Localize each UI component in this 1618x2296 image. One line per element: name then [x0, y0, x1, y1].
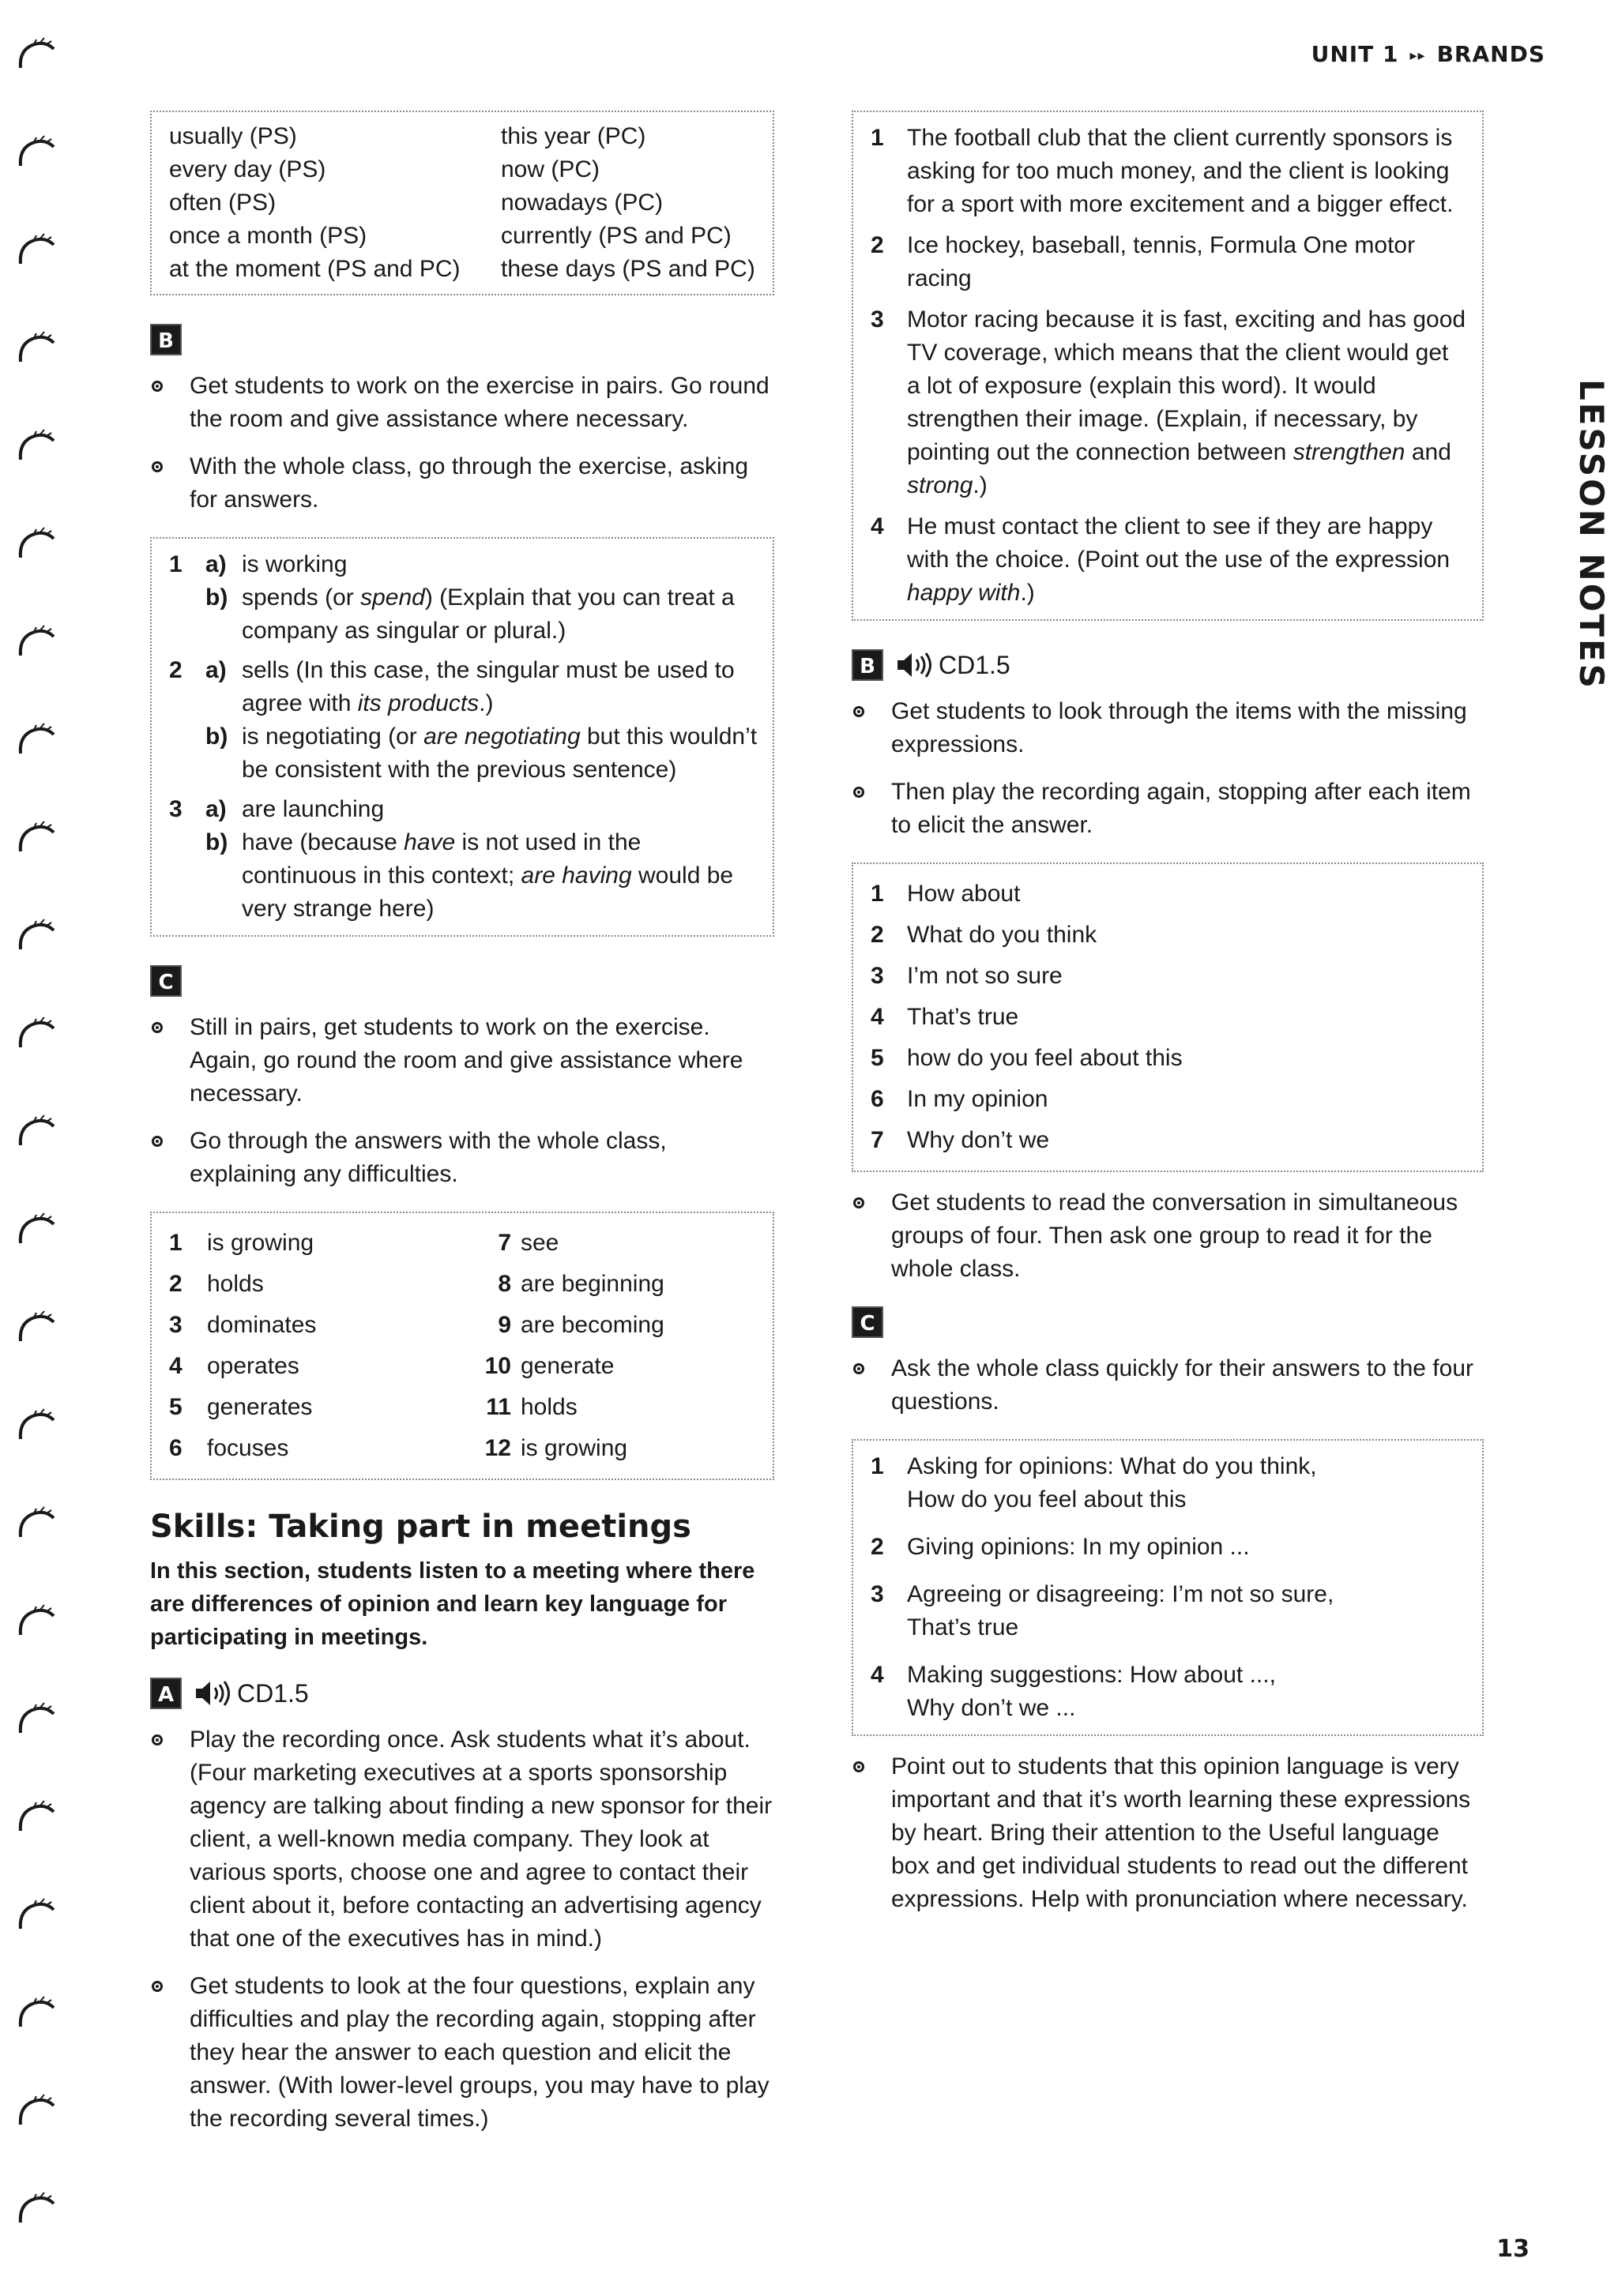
answer-text: What do you think: [907, 922, 1097, 948]
skills-a-answers: [852, 111, 1484, 621]
answer-text: is working: [242, 551, 348, 577]
skills-a-heading: [150, 1678, 774, 1709]
section-b-heading: [150, 324, 774, 355]
answer-text: focuses: [207, 1435, 289, 1461]
answer-number: 12: [484, 1435, 511, 1461]
answer-letter: b): [205, 584, 228, 611]
skills-intro: In this section, students listen to a meeting where there are differences of opinion and learn key language for participating in meetings.: [150, 1558, 755, 1650]
binding-ring: [14, 619, 62, 667]
skills-b-after-bullets: [852, 1186, 1484, 1286]
time-expression: nowadays (PC): [501, 190, 664, 216]
answer-item: [169, 1428, 464, 1469]
answer-text: how do you feel about this: [907, 1045, 1183, 1071]
answers-col-right: [464, 1223, 758, 1469]
answer-text: have (because have is not used in the continuous in this context; are having would be very strange here): [242, 829, 734, 922]
answer-item: [871, 1120, 1468, 1161]
answer-number: 1: [871, 881, 884, 907]
time-expression: once a month (PS): [169, 223, 367, 249]
answer-item: [871, 1531, 1468, 1564]
answer-number: 4: [169, 1353, 182, 1379]
answer-number: 3: [871, 306, 884, 333]
answer-text: Making suggestions: How about ..., Why don’t we ...: [907, 1662, 1276, 1721]
answer-item: [871, 874, 1468, 915]
bullet-item: Go through the answers with the whole class, explaining any difficulties.: [150, 1125, 774, 1191]
binding-ring: [14, 815, 62, 862]
answer-text: is negotiating (or are negotiating but this wouldn’t be consistent with the previous sentence): [242, 723, 758, 783]
bullet-item: Get students to read the conversation in simultaneous groups of four. Then ask one group to read it for the whole class.: [852, 1186, 1484, 1286]
answer-item: [169, 1264, 464, 1305]
answer-text: generates: [207, 1394, 313, 1420]
answer-item: [871, 956, 1468, 997]
answer-text: are beginning: [521, 1271, 664, 1297]
answer-text: Giving opinions: In my opinion ...: [907, 1534, 1250, 1560]
answer-letter: b): [205, 723, 228, 750]
answer-text: are launching: [242, 796, 385, 822]
answer-item: [169, 1346, 464, 1387]
binding-ring: [14, 130, 62, 177]
binding-ring: [14, 717, 62, 765]
answer-number: 2: [871, 1534, 884, 1560]
side-label-lesson-notes: LESSON NOTES: [1572, 379, 1611, 690]
binding-ring: [14, 1011, 62, 1058]
time-col-1: [169, 120, 501, 286]
section-c-heading: [150, 965, 774, 997]
section-b-icon: B: [852, 649, 883, 681]
binding-ring: [14, 1794, 62, 1842]
answer-number: 3: [169, 796, 182, 822]
answer-text: How about: [907, 881, 1021, 907]
binding-ring: [14, 227, 62, 275]
answer-number: 1: [169, 551, 182, 577]
answer-item: [169, 1305, 464, 1346]
section-b-icon: B: [150, 324, 182, 355]
answer-text: I’m not so sure: [907, 963, 1063, 989]
audio-speaker-icon: [193, 1678, 234, 1709]
skills-c-answers: [852, 1439, 1484, 1736]
answer-number: 2: [871, 232, 884, 258]
answer-number: 5: [169, 1394, 182, 1420]
binding-ring: [14, 1892, 62, 1940]
skills-a-bullets: [150, 1723, 774, 2136]
binding-ring: [14, 1599, 62, 1646]
answer-text: is growing: [207, 1230, 314, 1256]
binding-ring: [14, 423, 62, 471]
answer-letter: a): [205, 657, 227, 683]
answer-item: [464, 1305, 758, 1346]
answer-text: spends (or spend) (Explain that you can treat a company as singular or plural.): [242, 584, 735, 644]
answer-item: [464, 1346, 758, 1387]
answer-text: sells (In this case, the singular must be used to agree with its products.): [242, 657, 735, 716]
answer-item: [169, 548, 758, 648]
answer-item: [169, 793, 758, 926]
binding-ring: [14, 1697, 62, 1744]
answer-text: see: [521, 1230, 559, 1256]
answer-number: 6: [871, 1086, 884, 1112]
audio-speaker-icon: [894, 649, 935, 681]
answer-text: holds: [521, 1394, 578, 1420]
binding-ring: [14, 2186, 62, 2234]
binding-ring: [14, 1207, 62, 1254]
answer-item: [871, 1659, 1468, 1725]
answer-item: [464, 1223, 758, 1264]
answer-number: 8: [498, 1271, 511, 1297]
answer-text: That’s true: [907, 1004, 1019, 1030]
section-c-icon: C: [150, 965, 182, 997]
skills-c-after-bullets: [852, 1750, 1484, 1916]
answer-number: 6: [169, 1435, 182, 1461]
bullet-item: Get students to look through the items with the missing expressions.: [852, 695, 1484, 761]
answer-letter: b): [205, 829, 228, 855]
answer-text: Asking for opinions: What do you think, How do you feel about this: [907, 1453, 1317, 1513]
bullet-item: With the whole class, go through the exercise, asking for answers.: [150, 450, 774, 517]
unit-title: BRANDS: [1436, 41, 1545, 67]
page-number: 13: [1496, 2235, 1530, 2263]
answer-number: 3: [871, 1581, 884, 1607]
time-expression: every day (PS): [169, 156, 326, 182]
section-b-answers: [150, 537, 774, 937]
skills-c-bullets: [852, 1352, 1484, 1419]
answer-item: [169, 1387, 464, 1428]
binding-ring: [14, 32, 62, 79]
answer-item: [871, 1038, 1468, 1079]
binding-ring: [14, 1109, 62, 1156]
section-c-icon: C: [852, 1306, 883, 1338]
skills-b-heading: [852, 649, 1484, 681]
skills-c-heading: [852, 1306, 1484, 1338]
section-b-bullets: [150, 370, 774, 517]
answer-item: [871, 1079, 1468, 1120]
skills-heading: Skills: Taking part in meetings: [150, 1509, 691, 1545]
binding-ring: [14, 1501, 62, 1548]
time-expression: now (PC): [501, 156, 600, 182]
time-expression: currently (PS and PC): [501, 223, 732, 249]
binding-ring: [14, 1305, 62, 1352]
cd-track-label: CD1.5: [237, 1678, 309, 1708]
answer-item: [871, 997, 1468, 1038]
answer-item: [464, 1387, 758, 1428]
section-c-answers: [150, 1212, 774, 1480]
binding-ring: [14, 521, 62, 569]
answer-text: Agreeing or disagreeing: I’m not so sure, That’s true: [907, 1581, 1334, 1640]
answer-number: 2: [871, 922, 884, 948]
binding-ring: [14, 1990, 62, 2038]
answer-letter: a): [205, 796, 227, 822]
answer-item: [871, 122, 1468, 221]
answer-number: 3: [871, 963, 884, 989]
bullet-item: Get students to work on the exercise in pairs. Go round the room and give assistance where necessary.: [150, 370, 774, 436]
answer-item: [871, 1578, 1468, 1644]
answer-text: Motor racing because it is fast, exciting and has good TV coverage, which means that the client would get a lot of exposure (explain this word). It would strengthen their image. (Explain, if necessary, by pointing out the connection between strengthen and strong.): [907, 306, 1466, 498]
answer-item: [871, 510, 1468, 610]
answer-item: [169, 654, 758, 787]
answer-text: dominates: [207, 1312, 317, 1338]
time-expression: at the moment (PS and PC): [169, 256, 461, 282]
binding-ring: [14, 2088, 62, 2136]
answer-number: 7: [871, 1127, 884, 1153]
answer-number: 9: [498, 1312, 511, 1338]
answer-number: 2: [169, 657, 182, 683]
answers-col-left: [169, 1223, 464, 1469]
answer-item: [871, 303, 1468, 502]
answer-letter: a): [205, 551, 227, 577]
time-expression: usually (PS): [169, 123, 297, 149]
answer-number: 5: [871, 1045, 884, 1071]
answer-number: 4: [871, 1662, 884, 1688]
bullet-item: Ask the whole class quickly for their answers to the four questions.: [852, 1352, 1484, 1419]
answer-text: Why don’t we: [907, 1127, 1050, 1153]
bullet-item: Get students to look at the four questions, explain any difficulties and play the recording again, stopping after they hear the answer to each question and elicit the answer. (With lower-level groups, you may have to play the recording several times.): [150, 1970, 774, 2136]
bullet-item: Point out to students that this opinion language is very important and that it’s worth learning these expressions by heart. Bring their attention to the Useful language box and get individual students to read out the different expressions. Help with pronunciation where necessary.: [852, 1750, 1484, 1916]
answer-number: 7: [498, 1230, 511, 1256]
section-c-bullets: [150, 1011, 774, 1191]
answer-item: [871, 229, 1468, 295]
answer-text: He must contact the client to see if they are happy with the choice. (Point out the use of the expression happy with.): [907, 513, 1451, 606]
answer-text: are becoming: [521, 1312, 664, 1338]
answer-number: 1: [871, 1453, 884, 1479]
answer-text: holds: [207, 1271, 264, 1297]
binding-ring: [14, 913, 62, 960]
left-column: [150, 111, 774, 2156]
skills-b-answers: [852, 862, 1484, 1172]
time-expression: these days (PS and PC): [501, 256, 755, 282]
binding-ring: [14, 1403, 62, 1450]
answer-number: 1: [169, 1230, 182, 1256]
answer-number: 11: [486, 1394, 511, 1420]
answer-number: 1: [871, 125, 884, 151]
answer-text: In my opinion: [907, 1086, 1048, 1112]
time-expressions-box: [150, 111, 774, 295]
spiral-binding: [14, 32, 62, 2290]
bullet-item: Play the recording once. Ask students what it’s about. (Four marketing executives at a sports sponsorship agency are talking about finding a new sponsor for their client, a well-known media company. They look at various sports, choose one and agree to contact their client about it, before contacting an advertising agency that one of the executives has in mind.): [150, 1723, 774, 1956]
time-expression: often (PS): [169, 190, 277, 216]
answer-number: 10: [484, 1353, 511, 1379]
answer-number: 4: [871, 513, 884, 539]
answer-item: [871, 915, 1468, 956]
answer-text: The football club that the client currently sponsors is asking for too much money, and the client is looking for a sport with more excitement and a bigger effect.: [907, 125, 1454, 217]
answer-item: [464, 1428, 758, 1469]
skills-b-bullets: [852, 695, 1484, 842]
unit-label: UNIT 1: [1311, 41, 1399, 67]
answer-item: [464, 1264, 758, 1305]
cd-track-label: CD1.5: [939, 650, 1010, 679]
running-head: [1311, 41, 1545, 67]
answer-text: is growing: [521, 1435, 628, 1461]
time-col-2: [501, 120, 758, 286]
bullet-item: Then play the recording again, stopping after each item to elicit the answer.: [852, 776, 1484, 842]
bullet-item: Still in pairs, get students to work on the exercise. Again, go round the room and give assistance where necessary.: [150, 1011, 774, 1110]
binding-ring: [14, 325, 62, 373]
answer-number: 3: [169, 1312, 182, 1338]
answer-number: 2: [169, 1271, 182, 1297]
answer-item: [871, 1450, 1468, 1516]
right-column: [852, 111, 1484, 1937]
answer-text: generate: [521, 1353, 615, 1379]
answer-number: 4: [871, 1004, 884, 1030]
double-arrow-icon: ▸▸: [1409, 47, 1426, 64]
answer-text: Ice hockey, baseball, tennis, Formula One motor racing: [907, 232, 1416, 291]
answer-text: operates: [207, 1353, 299, 1379]
answer-item: [169, 1223, 464, 1264]
section-a-icon: A: [150, 1678, 182, 1709]
time-expression: this year (PC): [501, 123, 646, 149]
